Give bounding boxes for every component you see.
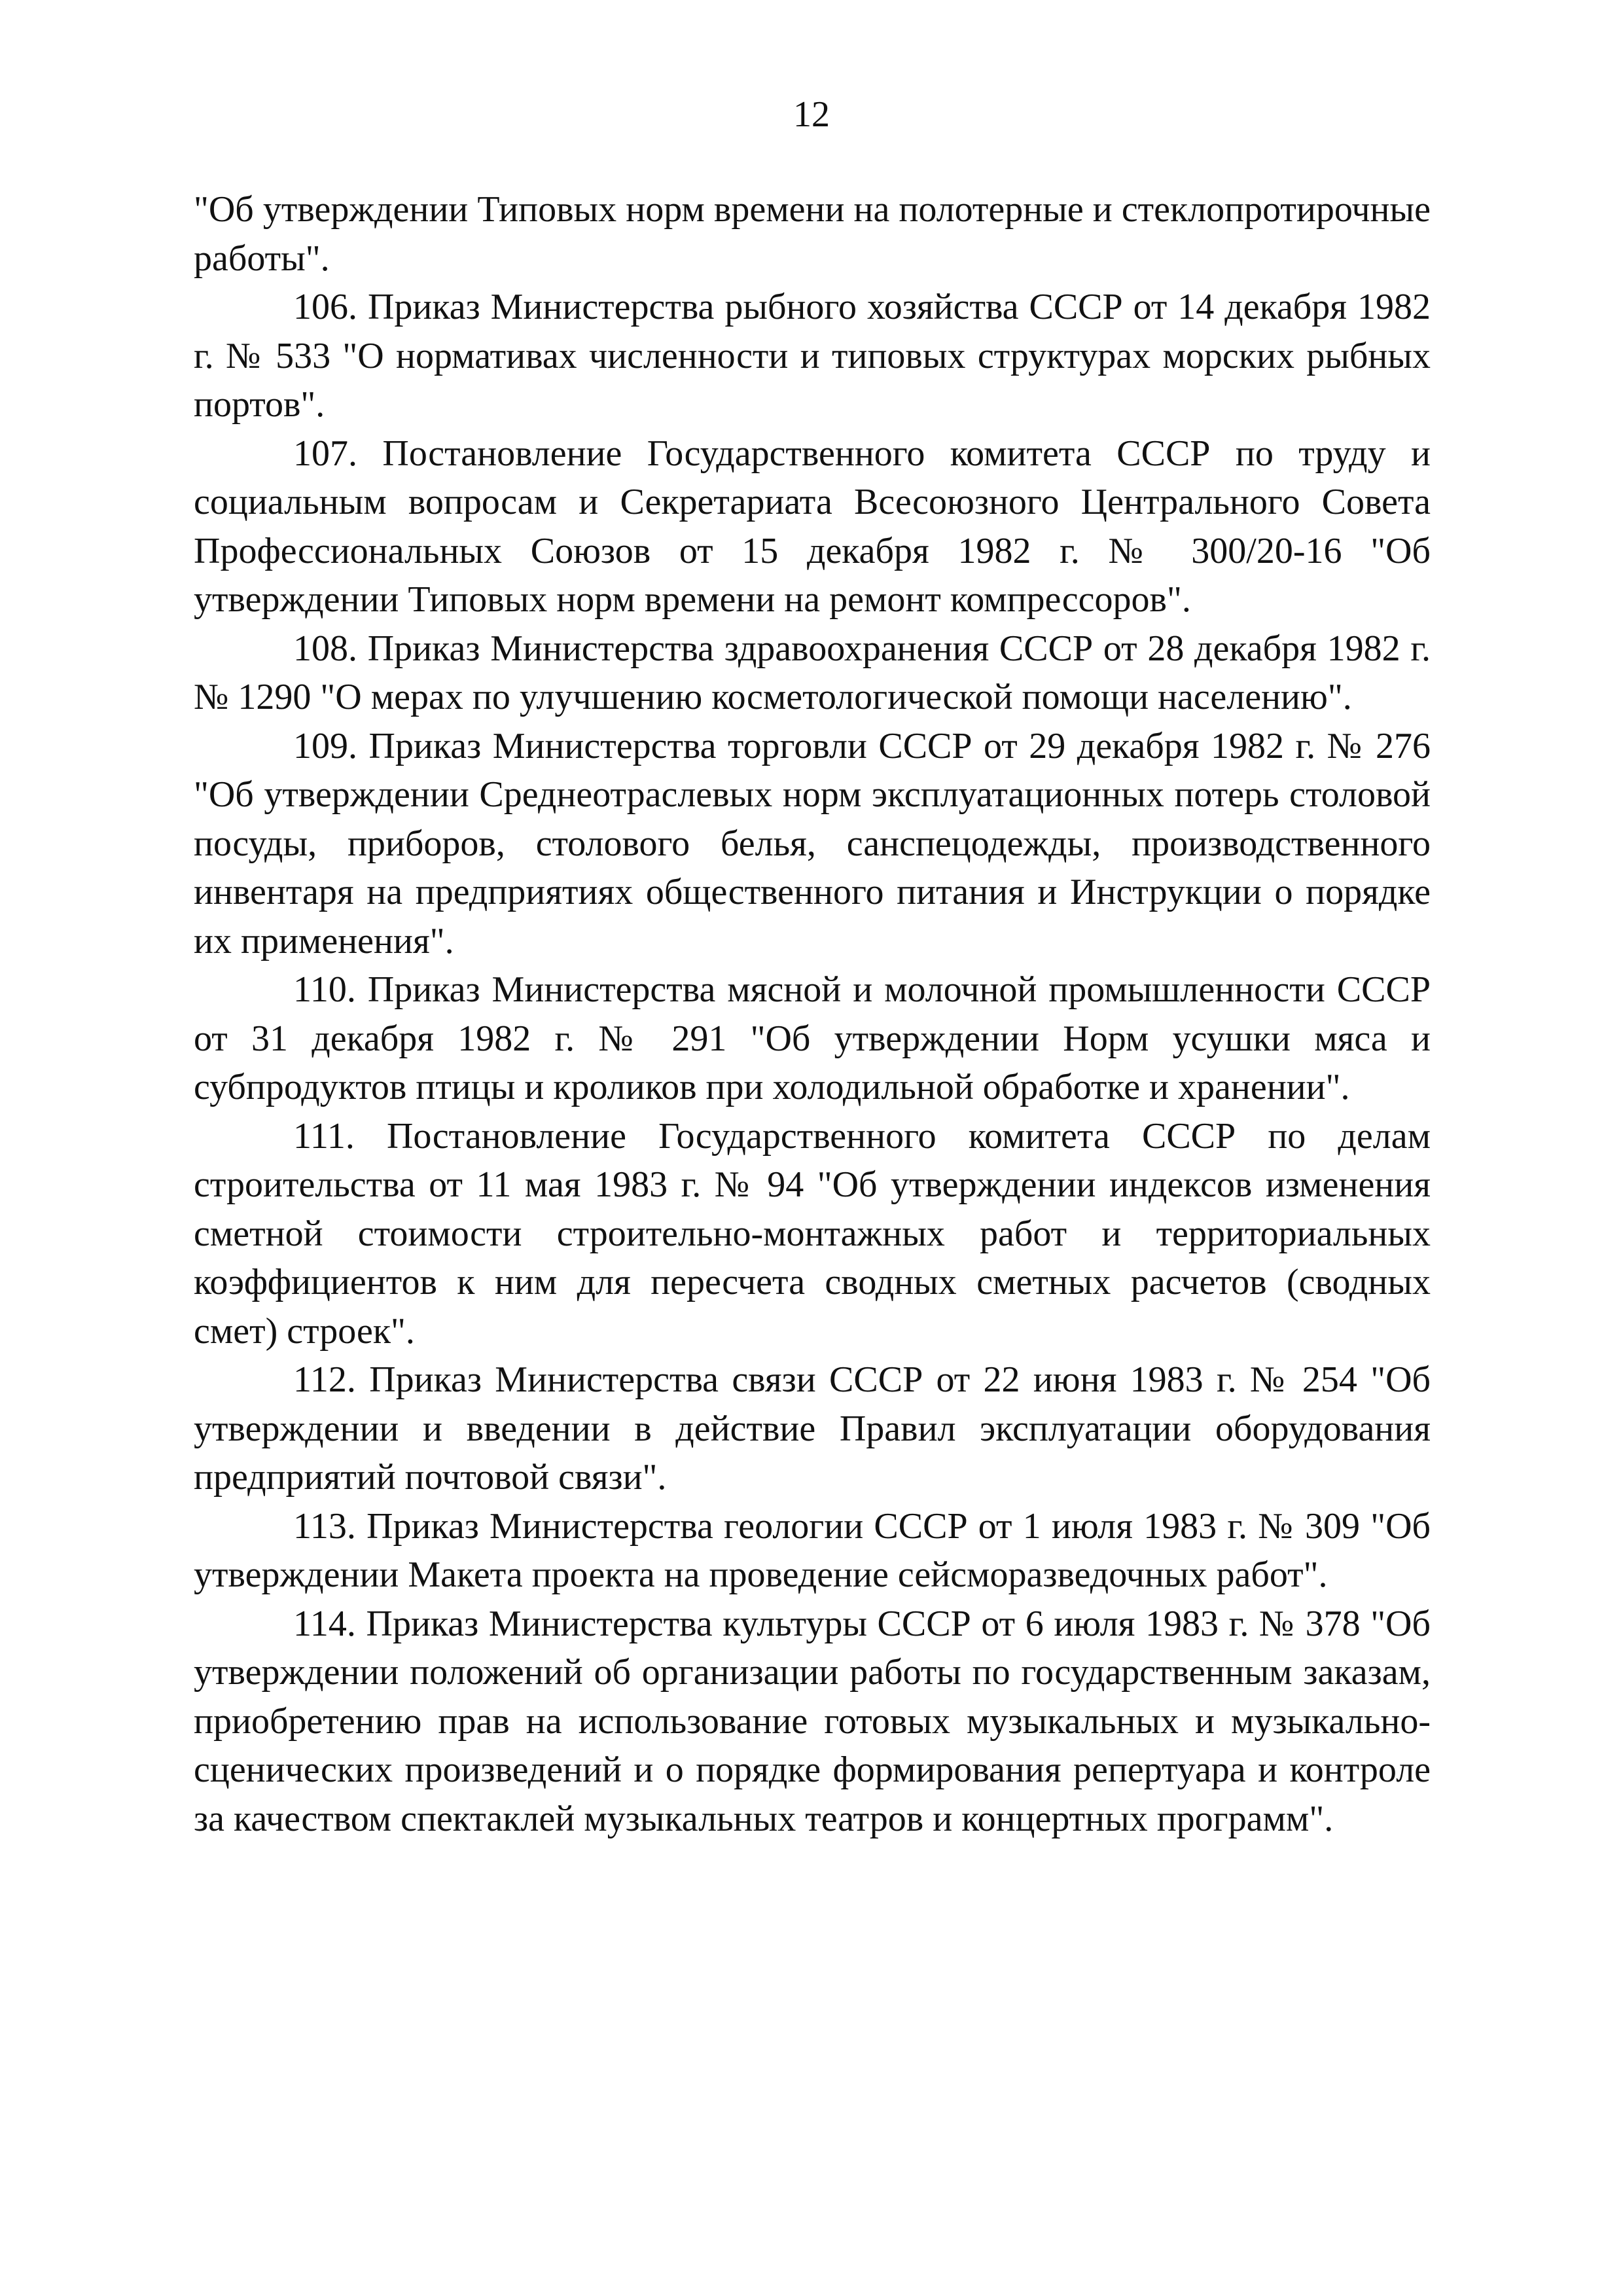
item-text: Приказ Министерства рыбного хозяйства СССР от 14 декабря 1982 г. № 533 "О нормативах численности и типовых структурах морских рыбных портов".	[194, 287, 1431, 425]
document-body	[194, 185, 1431, 1843]
item-number: 107.	[293, 433, 357, 474]
item-text: Приказ Министерства культуры СССР от 6 июля 1983 г. № 378 "Об утверждении положений об организации работы по государственным заказам, приобретению прав на использование готовых музыкальных и музыкально-сценических произведений и о порядке формирования репертуара и контроле за качеством спектаклей музыкальных театров и концертных программ".	[194, 1603, 1431, 1839]
item-text: Приказ Министерства связи СССР от 22 июня 1983 г. № 254 "Об утверждении и введении в действие Правил эксплуатации оборудования предприятий почтовой связи".	[194, 1359, 1431, 1498]
item-text: Постановление Государственного комитета СССР по труду и социальным вопросам и Секретариата Всесоюзного Центрального Совета Профессиональных Союзов от 15 декабря 1982 г. № 300/20-16 "Об утверждении Типовых норм времени на ремонт компрессоров".	[194, 433, 1431, 620]
list-item-109	[194, 722, 1431, 966]
list-item-110	[194, 965, 1431, 1112]
list-item-106	[194, 283, 1431, 429]
item-text: Приказ Министерства мясной и молочной промышленности СССР от 31 декабря 1982 г. № 291 "Об утверждении Норм усушки мяса и субпродуктов птицы и кроликов при холодильной обработке и хранении".	[194, 969, 1431, 1107]
item-number: 113.	[293, 1505, 356, 1547]
item-number: 111.	[293, 1115, 355, 1157]
list-item-112	[194, 1355, 1431, 1502]
item-text: Приказ Министерства геологии СССР от 1 июля 1983 г. № 309 "Об утверждении Макета проекта на проведение сейсморазведочных работ".	[194, 1505, 1431, 1595]
list-item-108	[194, 624, 1431, 722]
page-number: 12	[793, 94, 830, 135]
paragraph-text: "Об утверждении Типовых норм времени на полотерные и стеклопротирочные работы".	[194, 189, 1431, 279]
item-number: 109.	[293, 725, 357, 766]
item-number: 108.	[293, 628, 357, 669]
continuation-paragraph	[194, 185, 1431, 283]
item-text: Приказ Министерства торговли СССР от 29 декабря 1982 г. № 276 "Об утверждении Среднеотраслевых норм эксплуатационных потерь столовой посуды, приборов, столового белья, санспецодежды, производственного инвентаря на предприятиях общественного питания и Инструкции о порядке их применения".	[194, 725, 1431, 961]
item-number: 114.	[293, 1603, 356, 1644]
item-number: 110.	[293, 969, 356, 1010]
item-text: Постановление Государственного комитета СССР по делам строительства от 11 мая 1983 г. № 94 "Об утверждении индексов изменения сметной стоимости строительно-монтажных работ и территориальных коэффициентов к ним для пересчета сводных сметных расчетов (сводных смет) строек".	[194, 1115, 1431, 1352]
item-number: 106.	[293, 287, 357, 327]
item-number: 112.	[293, 1359, 356, 1400]
list-item-113	[194, 1502, 1431, 1600]
list-item-114	[194, 1600, 1431, 1844]
list-item-111	[194, 1112, 1431, 1356]
item-text: Приказ Министерства здравоохранения СССР от 28 декабря 1982 г. № 1290 "О мерах по улучшению косметологической помощи населению".	[194, 628, 1431, 717]
list-item-107	[194, 429, 1431, 624]
